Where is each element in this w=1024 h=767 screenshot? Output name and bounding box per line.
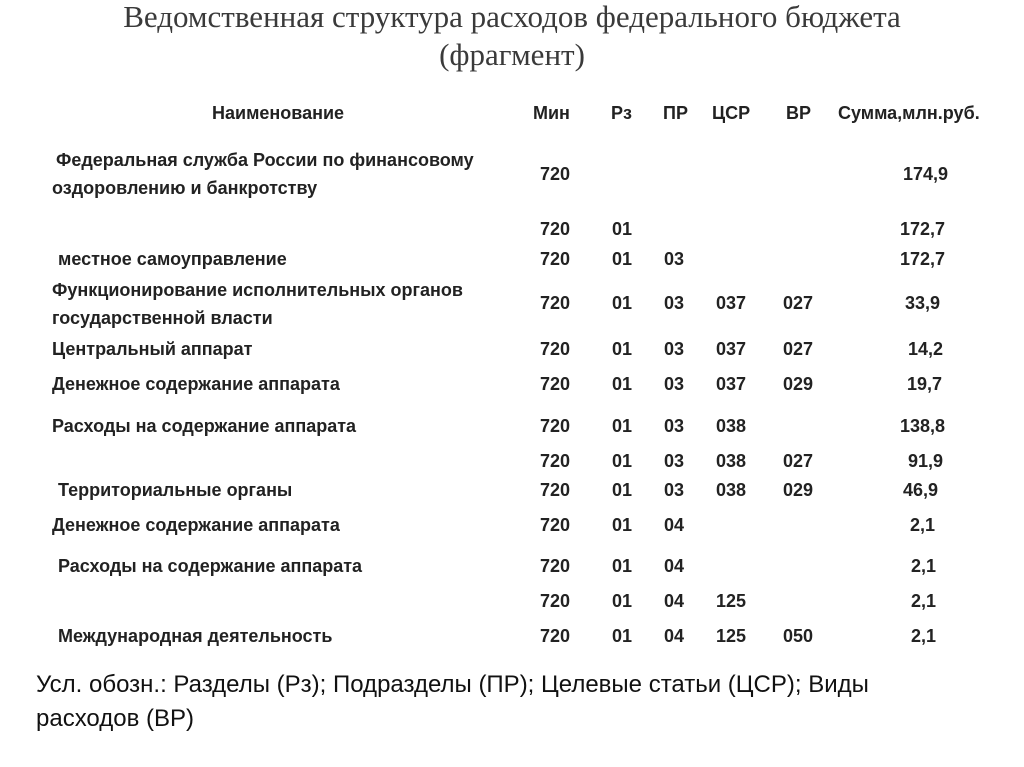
row-pr: 03: [664, 293, 685, 313]
header-vr: ВР: [786, 103, 812, 123]
table-row-name: государственной власти: [52, 308, 273, 328]
row-vr: 027: [783, 451, 814, 471]
row-sum: 91,9: [907, 451, 943, 471]
table-row-name: Денежное содержание аппарата: [52, 515, 340, 535]
row-min: 720: [540, 374, 571, 394]
table-row-name: [56, 147, 474, 173]
row-csr: 038: [716, 480, 747, 500]
header-sum: Сумма,млн.руб.: [838, 103, 980, 123]
row-pr: 03: [664, 416, 685, 436]
row-sum: 174,9: [902, 164, 948, 184]
legend-footnote: Усл. обозн.: Разделы (Рз); Подразделы (ПР); Целевые статьи (ЦСР); Виды расходов (ВР): [36, 671, 869, 732]
row-rz: 01: [612, 451, 633, 471]
row-csr: 038: [716, 451, 747, 471]
row-name-line-2: оздоровлению и банкротству: [52, 178, 318, 198]
table-row-name: Территориальные органы: [58, 480, 293, 500]
row-min: 720: [540, 556, 571, 576]
row-pr: 04: [664, 515, 685, 535]
row-sum: 2,1: [910, 591, 936, 611]
row-rz: 01: [612, 374, 633, 394]
row-rz: 01: [612, 515, 633, 535]
row-vr: 029: [783, 480, 814, 500]
title-line-1: Ведомственная структура расходов федерального бюджета: [123, 0, 901, 34]
header-name: Наименование: [212, 103, 345, 123]
row-sum: 2,1: [909, 515, 935, 535]
row-min: 720: [540, 339, 571, 359]
row-rz: 01: [612, 249, 633, 269]
row-min: 720: [540, 451, 571, 471]
row-rz: 01: [612, 293, 633, 313]
row-csr: 037: [716, 374, 747, 394]
row-pr: 04: [664, 591, 685, 611]
row-csr: 038: [716, 416, 747, 436]
row-name-line-1: Федеральная служба России по финансовому: [56, 150, 474, 170]
row-sum: 2,1: [910, 556, 936, 576]
table-row-name: местное самоуправление: [58, 249, 287, 269]
title-line-2: (фрагмент): [439, 37, 585, 72]
row-sum: 46,9: [902, 480, 938, 500]
row-pr: 03: [664, 374, 685, 394]
row-min: 720: [540, 591, 571, 611]
row-csr: 125: [716, 626, 747, 646]
row-sum: 33,9: [904, 293, 940, 313]
row-rz: 01: [612, 556, 633, 576]
row-vr: 027: [783, 339, 814, 359]
row-min: 720: [540, 480, 571, 500]
row-sum: 138,8: [899, 416, 945, 436]
table-row-name: [52, 175, 317, 201]
row-pr: 03: [664, 480, 685, 500]
header-min: Мин: [533, 103, 570, 123]
table-row-name: Расходы на содержание аппарата: [52, 416, 357, 436]
row-min: 720: [540, 219, 571, 239]
table-row-name: Расходы на содержание аппарата: [58, 556, 363, 576]
row-rz: 01: [612, 480, 633, 500]
row-vr: 029: [783, 374, 814, 394]
row-rz: 01: [612, 626, 633, 646]
table-row-name: Денежное содержание аппарата: [52, 374, 340, 394]
row-sum: 14,2: [907, 339, 943, 359]
row-pr: 03: [664, 451, 685, 471]
row-rz: 01: [612, 339, 633, 359]
row-pr: 03: [664, 339, 685, 359]
row-sum: 172,7: [899, 219, 945, 239]
row-sum: 2,1: [910, 626, 936, 646]
row-csr: 037: [716, 339, 747, 359]
row-vr: 050: [783, 626, 814, 646]
row-pr: 04: [664, 626, 685, 646]
row-rz: 01: [612, 591, 633, 611]
row-min: 720: [540, 626, 571, 646]
table-row-name: Функционирование исполнительных органов: [52, 280, 463, 300]
row-min: 720: [540, 416, 571, 436]
row-min: 720: [540, 293, 571, 313]
row-min: 720: [540, 249, 571, 269]
row-sum: 19,7: [906, 374, 942, 394]
row-min: 720: [540, 164, 571, 184]
row-rz: 01: [612, 416, 633, 436]
header-csr: ЦСР: [712, 103, 751, 123]
row-vr: 027: [783, 293, 814, 313]
row-min: 720: [540, 515, 571, 535]
row-pr: 03: [664, 249, 685, 269]
header-pr: ПР: [663, 103, 688, 123]
row-sum: 172,7: [899, 249, 945, 269]
row-rz: 01: [612, 219, 633, 239]
row-csr: 037: [716, 293, 747, 313]
table-row-name: Центральный аппарат: [52, 339, 253, 359]
table-row-name: Международная деятельность: [58, 626, 333, 646]
header-rz: Рз: [611, 103, 632, 123]
row-csr: 125: [716, 591, 747, 611]
row-pr: 04: [664, 556, 685, 576]
